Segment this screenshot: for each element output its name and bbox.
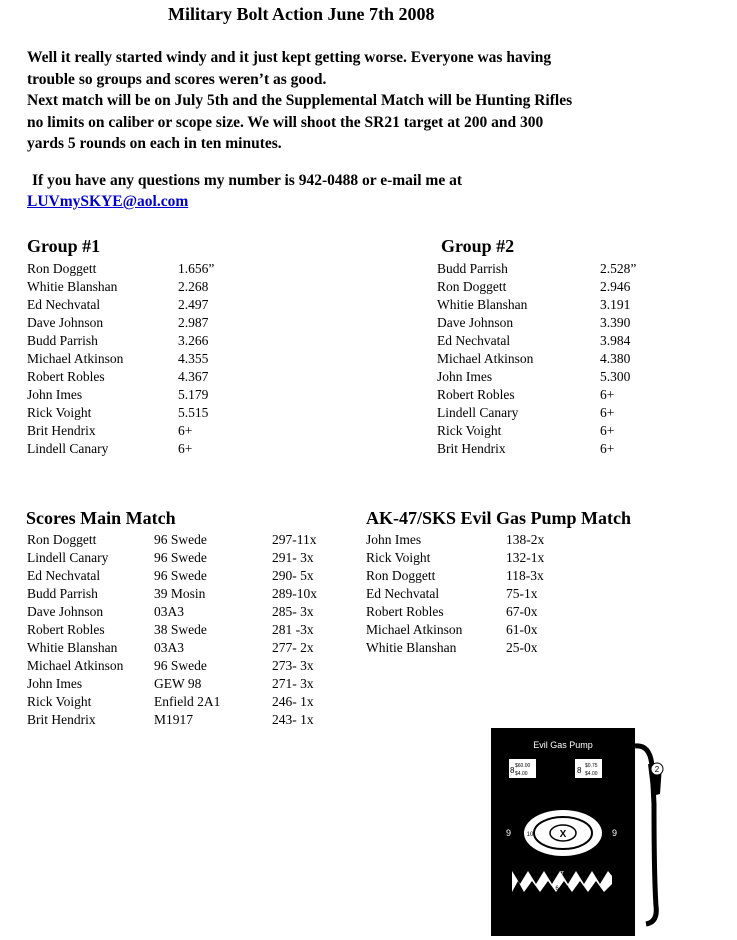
table-row	[437, 260, 667, 278]
table-cell: Michael Atkinson	[27, 658, 124, 673]
table-row	[27, 296, 247, 314]
price-right-b: $4.00	[585, 771, 598, 777]
table-cell: M1917	[154, 712, 194, 727]
table-cell: 6+	[600, 405, 615, 420]
table-row	[27, 386, 247, 404]
table-cell: 246- 1x	[272, 694, 314, 709]
pump-right-number: 9	[612, 828, 618, 838]
table-row	[366, 549, 566, 567]
table-cell: 132-1x	[506, 550, 545, 565]
table-cell: 03A3	[154, 604, 184, 619]
scores-heading: Scores Main Match	[26, 508, 176, 528]
table-cell: Ron Doggett	[437, 279, 507, 294]
table-cell: 243- 1x	[272, 712, 314, 727]
table-row	[437, 296, 667, 314]
table-cell: 3.984	[600, 333, 631, 348]
intro-line: Next match will be on July 5th and the Supplemental Match will be Hunting Rifles	[27, 92, 573, 109]
table-cell: Lindell Canary	[27, 441, 109, 456]
table-cell: John Imes	[27, 387, 83, 402]
table-cell: Robert Robles	[27, 369, 105, 384]
table-cell: Robert Robles	[437, 387, 515, 402]
table-cell: Brit Hendrix	[437, 441, 506, 456]
table-cell: 291- 3x	[272, 550, 314, 565]
table-cell: 39 Mosin	[154, 586, 206, 601]
group1-table	[27, 260, 247, 458]
table-cell: 96 Swede	[154, 658, 207, 673]
table-cell: Dave Johnson	[27, 604, 104, 619]
table-cell: 67-0x	[506, 604, 538, 619]
intro-line: Well it really started windy and it just kept getting worse. Everyone was having	[27, 49, 552, 66]
table-cell: Ed Nechvatal	[27, 297, 101, 312]
table-row	[437, 314, 667, 332]
table-row	[366, 603, 566, 621]
table-row	[437, 440, 667, 458]
table-row	[27, 621, 347, 639]
table-cell: Whitie Blanshan	[437, 297, 528, 312]
table-row	[27, 350, 247, 368]
table-cell: 271- 3x	[272, 676, 314, 691]
group1-heading: Group #1	[27, 236, 101, 256]
table-cell: Budd Parrish	[27, 586, 98, 601]
table-cell: 2.987	[178, 315, 209, 330]
price-left-a: $60.00	[515, 763, 531, 769]
ak-heading: AK-47/SKS Evil Gas Pump Match	[366, 508, 632, 528]
ak-table	[366, 531, 566, 657]
table-cell: Rick Voight	[27, 405, 92, 420]
pump-label: Evil Gas Pump	[533, 740, 593, 750]
table-cell: 2.528”	[600, 261, 637, 276]
table-row	[27, 693, 347, 711]
table-cell: Dave Johnson	[27, 315, 104, 330]
table-cell: Lindell Canary	[27, 550, 109, 565]
table-cell: 4.380	[600, 351, 631, 366]
table-row	[437, 278, 667, 296]
nozzle-number: 2	[654, 765, 660, 774]
table-cell: Ron Doggett	[27, 261, 97, 276]
table-cell: Lindell Canary	[437, 405, 519, 420]
table-row	[437, 422, 667, 440]
group2-table	[437, 260, 667, 458]
table-row	[437, 350, 667, 368]
table-cell: 6+	[600, 423, 615, 438]
table-cell: Enfield 2A1	[154, 694, 221, 709]
table-row	[366, 567, 566, 585]
table-row	[27, 440, 247, 458]
table-row	[366, 621, 566, 639]
table-cell: Ron Doggett	[27, 532, 97, 547]
table-cell: Robert Robles	[27, 622, 105, 637]
table-row	[27, 422, 247, 440]
table-cell: 6+	[178, 441, 193, 456]
table-cell: Rick Voight	[366, 550, 431, 565]
table-cell: 61-0x	[506, 622, 538, 637]
target-x: X	[559, 829, 567, 840]
table-cell: 5.179	[178, 387, 209, 402]
table-cell: 273- 3x	[272, 658, 314, 673]
table-cell: Michael Atkinson	[366, 622, 463, 637]
price-right-a: $0.75	[585, 763, 598, 769]
table-cell: 290- 5x	[272, 568, 314, 583]
table-cell: 3.266	[178, 333, 209, 348]
table-cell: 75-1x	[506, 586, 538, 601]
table-row	[27, 657, 347, 675]
table-cell: Ed Nechvatal	[366, 586, 440, 601]
table-row	[437, 332, 667, 350]
table-cell: 2.268	[178, 279, 209, 294]
table-row	[366, 639, 566, 657]
table-cell: 6+	[600, 387, 615, 402]
table-cell: Robert Robles	[366, 604, 444, 619]
table-cell: Whitie Blanshan	[27, 279, 118, 294]
price-left-num: 8	[510, 766, 515, 775]
table-row	[437, 386, 667, 404]
target-ring-number: 10	[526, 832, 534, 838]
table-row	[437, 368, 667, 386]
table-cell: Whitie Blanshan	[366, 640, 457, 655]
price-left-b: $4.00	[515, 771, 528, 777]
table-cell: John Imes	[437, 369, 493, 384]
table-cell: Budd Parrish	[27, 333, 98, 348]
table-cell: 5.300	[600, 369, 631, 384]
table-cell: 2.497	[178, 297, 209, 312]
table-row	[27, 549, 347, 567]
table-cell: Brit Hendrix	[27, 423, 96, 438]
table-cell: 3.191	[600, 297, 631, 312]
table-row	[27, 368, 247, 386]
group2-heading: Group #2	[441, 236, 515, 256]
table-cell: Rick Voight	[437, 423, 502, 438]
table-cell: 118-3x	[506, 568, 544, 583]
table-cell: 6+	[178, 423, 193, 438]
table-cell: 96 Swede	[154, 568, 207, 583]
table-cell: 277- 2x	[272, 640, 314, 655]
table-row	[437, 404, 667, 422]
table-cell: Budd Parrish	[437, 261, 508, 276]
table-cell: 1.656”	[178, 261, 215, 276]
table-cell: 297-11x	[272, 532, 317, 547]
table-cell: 5.515	[178, 405, 209, 420]
evil-gas-pump-illustration	[482, 726, 702, 940]
table-row	[27, 603, 347, 621]
price-right-num: 8	[577, 766, 582, 775]
table-cell: 4.355	[178, 351, 209, 366]
page-title: Military Bolt Action June 7th 2008	[168, 4, 435, 24]
table-cell: 289-10x	[272, 586, 317, 601]
table-row	[27, 314, 247, 332]
table-row	[366, 585, 566, 603]
intro-paragraph	[27, 47, 717, 155]
table-cell: 96 Swede	[154, 550, 207, 565]
table-row	[27, 531, 347, 549]
table-cell: Whitie Blanshan	[27, 640, 118, 655]
table-row	[27, 585, 347, 603]
table-row	[27, 332, 247, 350]
table-cell: GEW 98	[154, 676, 202, 691]
table-cell: 2.946	[600, 279, 631, 294]
table-cell: Ed Nechvatal	[437, 333, 511, 348]
table-cell: 25-0x	[506, 640, 538, 655]
table-cell: 6+	[600, 441, 615, 456]
table-cell: Ed Nechvatal	[27, 568, 101, 583]
table-cell: 96 Swede	[154, 532, 207, 547]
table-cell: Rick Voight	[27, 694, 92, 709]
table-row	[27, 567, 347, 585]
table-row	[27, 675, 347, 693]
table-row	[366, 531, 566, 549]
table-cell: Michael Atkinson	[437, 351, 534, 366]
table-row	[27, 639, 347, 657]
intro-line: trouble so groups and scores weren’t as good.	[27, 70, 327, 88]
table-cell: John Imes	[27, 676, 83, 691]
intro-line: yards 5 rounds on each in ten minutes.	[27, 135, 282, 152]
table-cell: 03A3	[154, 640, 184, 655]
table-cell: Dave Johnson	[437, 315, 514, 330]
table-row	[27, 260, 247, 278]
contact-line: If you have any questions my number is 942-0488 or e-mail me at	[32, 172, 462, 189]
table-cell: 138-2x	[506, 532, 545, 547]
teeth-label: 6 6 6	[555, 886, 569, 892]
teeth-number: 7	[560, 871, 564, 878]
table-row	[27, 711, 347, 729]
table-cell: John Imes	[366, 532, 422, 547]
pump-left-number: 9	[506, 828, 512, 838]
intro-line: no limits on caliber or scope size. We will shoot the SR21 target at 200 and 300	[27, 113, 544, 131]
email-link[interactable]: LUVmySKYE@aol.com	[27, 193, 189, 210]
table-row	[27, 278, 247, 296]
table-cell: 4.367	[178, 369, 209, 384]
table-cell: 38 Swede	[154, 622, 207, 637]
table-cell: 285- 3x	[272, 604, 314, 619]
table-cell: 3.390	[600, 315, 631, 330]
table-cell: Michael Atkinson	[27, 351, 124, 366]
table-cell: Ron Doggett	[366, 568, 436, 583]
scores-table	[27, 531, 347, 729]
table-cell: 281 -3x	[272, 622, 314, 637]
table-row	[27, 404, 247, 422]
table-cell: Brit Hendrix	[27, 712, 96, 727]
